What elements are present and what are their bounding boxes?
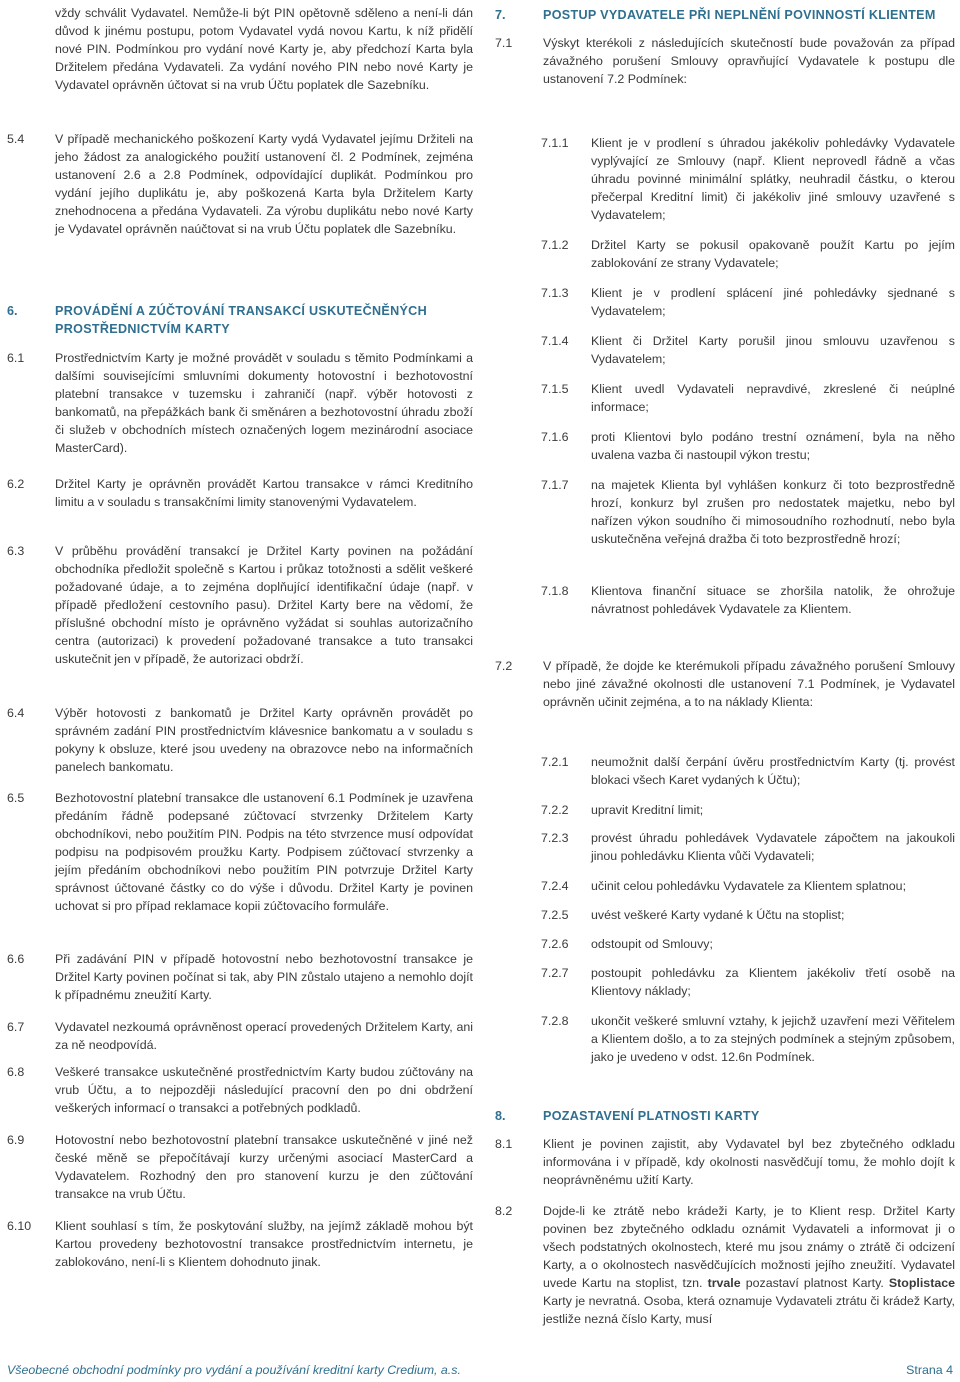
heading-6: [7, 302, 473, 338]
section-text: V průběhu provádění transakcí je Držitel Karty povinen na požádání obchodníka předložit společně s Kartou i průkaz totožnosti a sdělit veškeré požadované údaje, a to zejména doplňující identifikační údaje (např. v případě předložení cestovního pasu). Držitel Karty bere na vědomí, že příslušné obchodní místo je oprávněno vyžádat si souhlas autorizačního centra (autorizaci) k provedení požadované transakce a tuto transakci uskutečnit jen v případě, že autorizaci obdrží.: [55, 544, 473, 666]
section-6-7: [7, 1018, 473, 1054]
section-text: V případě, že dojde ke kterémukoli případu závažného porušení Smlouvy nebo jiné závažné okolnosti dle ustanovení 7.1 Podmínek, je Vydavatel oprávněn učinit zejména, a to na náklady Klienta:: [543, 659, 955, 709]
section-6-3: [7, 542, 473, 668]
section-text: Klient či Držitel Karty porušil jinou smlouvu uzavřenou s Vydavatelem;: [591, 334, 955, 366]
section-number: 7.2.2: [541, 803, 569, 817]
footer-document-title: Všeobecné obchodní podmínky pro vydání a používání kreditní karty Credium, a.s.: [7, 1363, 461, 1377]
intro-text: vždy schválit Vydavatel. Nemůže-li být PIN opětovně sděleno a není-li dán důvod k jinému postupu, potom Vydavatel vydá novou Kartu, k níž přidělí nové PIN. Podmínkou pro vydání nové Karty je, aby předchozí Karta byla Držitelem předána Vydavateli. Za vydání nového PIN nebo nové Karty je Vydavatel oprávněn účtovat si na vrub Účtu poplatek dle Sazebníku.: [55, 6, 473, 92]
section-text: Klient uvedl Vydavateli nepravdivé, zkreslené či neúplné informace;: [591, 382, 955, 414]
section-text: na majetek Klienta byl vyhlášen konkurz či toto bezprostředně hrozí, konkurz byl zrušen pro nedostatek majetku, nebo byl nařízen výkon soudního či mimosoudního rozhodnutí, nebo byla uskutečněna veřejná dražba či toto bezprostředně hrozí;: [591, 478, 955, 546]
heading-text: PROVÁDĚNÍ A ZÚČTOVÁNÍ TRANSAKCÍ USKUTEČNĚNÝCH PROSTŘEDNICTVÍM KARTY: [55, 304, 427, 336]
section-number: 6.5: [7, 791, 25, 805]
section-text: V případě mechanického poškození Karty vydá Vydavatel jejímu Držiteli na jeho žádost za analogického použití ustanovení čl. 2 Podmínek, zejména ustanovení 2.6 a 2.8 Podmínek, odpovídající duplikát. Podmínkou pro vydání jejího duplikátu je, aby poškozená Karta byla Držitelem Karty znehodnocena a předána Vydavateli. Za výrobu duplikátu nebo nové Karty je Vydavatel oprávněn naúčtovat si na vrub Účtu poplatek dle Sazebníku.: [55, 132, 473, 236]
section-text: neumožnit další čerpání úvěru prostřednictvím Karty (tj. provést blokaci všech Karet vydaných k Účtu);: [591, 755, 955, 787]
section-7-2: [495, 657, 955, 711]
section-7-2-3: [495, 829, 955, 865]
section-text: Prostřednictvím Karty je možné provádět v souladu s těmito Podmínkami a dalšími souvisejícími smluvními dokumenty hotovostní i bezhotovostní platební transakce v tuzemsku i zahraničí (např. výběr hotovosti z bankomatů, na přepážkách bank či směnáren a bezhotovostní úhradu zboží či služeb v obchodních místech označených logem mezinárodní asociace MasterCard).: [55, 351, 473, 455]
section-text: Výskyt kterékoli z následujících skutečností bude považován za případ závažného porušení Smlouvy opravňující Vydavatele k postupu dle ustanovení 7.2 Podmínek:: [543, 36, 955, 86]
section-7-1-8: [495, 582, 955, 618]
section-text: Bezhotovostní platební transakce dle ustanovení 6.1 Podmínek je uzavřena předáním řádně podepsané zúčtovací stvrzenky Držitelem Karty obchodníkovi, nebo použitím PIN. Podpis na této stvrzence musí odpovídat podpisu na podpisovém proužku Karty. Podpisem zúčtovací stvrzenky a jejím předáním obchodníkovi nebo použitím PIN potvrzuje Držitel Karty správnost účtované částky co do výše i důvodu. Držitel Karty je povinen uchovat si pro případ reklamace kopii zúčtovacího formuláře.: [55, 791, 473, 913]
section-7-2-8: [495, 1012, 955, 1066]
section-number: 6.9: [7, 1133, 25, 1147]
section-6-6: [7, 950, 473, 1004]
section-number: 6.2: [7, 477, 25, 491]
section-number: 7.1.3: [541, 286, 569, 300]
section-8-2: [495, 1202, 955, 1328]
section-number: 7.2.5: [541, 908, 569, 922]
section-number: 6.3: [7, 544, 25, 558]
section-text: uvést veškeré Karty vydané k Účtu na stoplist;: [591, 908, 845, 922]
section-number: 6.10: [7, 1219, 32, 1233]
section-number: 7.1.6: [541, 430, 569, 444]
text-part: Karty je nevratná. Osoba, která oznamuje Vydavateli ztrátu či krádež Karty, jestliže nezná číslo Karty, musí: [543, 1294, 955, 1326]
section-number: 6.1: [7, 351, 25, 365]
section-number: 7.1.8: [541, 584, 569, 598]
section-text: Při zadávání PIN v případě hotovostní nebo bezhotovostní transakce je Držitel Karty povinen počínat si tak, aby PIN zůstalo utajeno a nemohlo dojít k případnému zneužití Karty.: [55, 952, 473, 1002]
section-6-8: [7, 1063, 473, 1117]
heading-text: POZASTAVENÍ PLATNOSTI KARTY: [543, 1109, 760, 1123]
section-5-4: [7, 130, 473, 238]
section-text: Klient souhlasí s tím, že poskytování služby, na jejímž základě mohou být Kartou provedeny bezhotovostní transakce prostřednictvím internetu, je zablokováno, není-li s Klientem dohodnuto jinak.: [55, 1219, 473, 1269]
section-text: učinit celou pohledávku Vydavatele za Klientem splatnou;: [591, 879, 907, 893]
section-number: 7.2.4: [541, 879, 569, 893]
section-number: 7.1.2: [541, 238, 569, 252]
section-text: [543, 1202, 955, 1328]
section-number: 7.1.7: [541, 478, 569, 492]
section-7-2-4: [495, 877, 955, 895]
section-text: Klient je v prodlení s úhradou jakékoliv pohledávky Vydavatele vyplývající ze Smlouvy (např. Klient neprovedl řádně a včas úhradu povinné minimální splátky, neuhradil částku, o kterou přečerpal Kreditní limit) či jakékoliv jiné smlouvy uzavřené s Vydavatelem;: [591, 136, 955, 222]
section-text: postoupit pohledávku za Klientem jakékoliv třetí osobě na Klientovy náklady;: [591, 966, 955, 998]
bold-term: trvale: [707, 1276, 741, 1290]
text-part: Dojde-li ke ztrátě nebo krádeži Karty, je to Klient resp. Držitel Karty povinen bez zbytečného odkladu oznámit Vydavateli a informovat ji o všech podstatných okolnostech, které mu jsou známy o ztrátě či odcizení Karty, a o okolnostech nasvědčujících možnosti jejího zneužití. Vydavatel uvede Kartu na stoplist, tzn.: [543, 1204, 955, 1290]
section-number: 7.2.6: [541, 937, 569, 951]
section-text: Výběr hotovosti z bankomatů je Držitel Karty oprávněn provádět po správném zadání PIN prostřednictvím klávesnice bankomatu a v souladu s pokyny k obsluze, které jsou uvedeny na obrazovce nebo na informačních panelech bankomatu.: [55, 706, 473, 774]
section-number: 7.1.5: [541, 382, 569, 396]
section-6-4: [7, 704, 473, 776]
section-text: Držitel Karty je oprávněn provádět Kartou transakce v rámci Kreditního limitu a v souladu s transakčními limity stanovenými Vydavatelem.: [55, 477, 473, 509]
section-text: Veškeré transakce uskutečněné prostřednictvím Karty budou zúčtovány na vrub Účtu, a to nejpozději následující pracovní den po dni obdržení veškerých informací o transakci a potřebných podkladů.: [55, 1065, 473, 1115]
section-text: Hotovostní nebo bezhotovostní platební transakce uskutečněné v jiné než české měně se přepočítávají kurzy určenými asociací MasterCard a Vydavatelem. Rozhodný den pro stanovení kurzu je den zúčtování transakce na vrub Účtu.: [55, 1133, 473, 1201]
section-6-10: [7, 1217, 473, 1271]
section-7-2-6: [495, 935, 955, 953]
section-number: 6.7: [7, 1020, 25, 1034]
section-7-2-7: [495, 964, 955, 1000]
section-number: 7.1: [495, 36, 513, 50]
section-8-1: [495, 1135, 955, 1189]
section-number: 8.2: [495, 1204, 513, 1218]
section-text: Držitel Karty se pokusil opakovaně použít Kartu po jejím zablokování ze strany Vydavatele;: [591, 238, 955, 270]
section-number: 7.2.7: [541, 966, 569, 980]
section-number: 7.2: [495, 659, 513, 673]
section-text: upravit Kreditní limit;: [591, 803, 704, 817]
section-text: provést úhradu pohledávek Vydavatele zápočtem na jakoukoli jinou pohledávku Klienta vůči Vydavateli;: [591, 831, 955, 863]
section-7-1-4: [495, 332, 955, 368]
section-6-2: [7, 475, 473, 511]
section-text: ukončit veškeré smluvní vztahy, k jejichž uzavření mezi Věřitelem a Klientem došlo, a to za stejných podmínek a stejným způsobem, jako je uvedeno v odst. 12.6n Podmínek.: [591, 1014, 955, 1064]
section-number: 6.4: [7, 706, 25, 720]
section-text: Klient je povinen zajistit, aby Vydavatel byl bez zbytečného odkladu informována i v případě, kdy okolnosti nasvědčují tomu, že mohlo dojít k neoprávněnému užití Karty.: [543, 1137, 955, 1187]
section-number: 8.1: [495, 1137, 513, 1151]
heading-text: POSTUP VYDAVATELE PŘI NEPLNĚNÍ POVINNOSTÍ KLIENTEM: [543, 8, 936, 22]
section-7-2-2: [495, 801, 955, 819]
section-7-1-1: [495, 134, 955, 224]
section-7-1: [495, 34, 955, 88]
heading-8: [495, 1107, 955, 1125]
text-part: pozastaví platnost Karty.: [740, 1276, 889, 1290]
section-7-2-1: [495, 753, 955, 789]
section-number: 7.1.4: [541, 334, 569, 348]
section-7-1-7: [495, 476, 955, 548]
section-text: Klientova finanční situace se zhoršila natolik, že ohrožuje návratnost pohledávek Vydavatele za Klientem.: [591, 584, 955, 616]
section-text: proti Klientovi bylo podáno trestní oznámení, byla na něho uvalena vazba či nastoupil výkon trestu;: [591, 430, 955, 462]
section-text: Vydavatel nezkoumá oprávněnost operací provedených Držitelem Karty, ani za ně neodpovídá.: [55, 1020, 473, 1052]
heading-number: 8.: [495, 1109, 506, 1123]
heading-7: [495, 6, 955, 24]
heading-number: 7.: [495, 8, 506, 22]
section-7-1-2: [495, 236, 955, 272]
section-6-5: [7, 789, 473, 915]
section-number: 7.2.8: [541, 1014, 569, 1028]
section-7-2-5: [495, 906, 955, 924]
section-6-9: [7, 1131, 473, 1203]
section-number: 7.1.1: [541, 136, 569, 150]
intro-paragraph: [7, 4, 473, 94]
section-7-1-5: [495, 380, 955, 416]
section-text: Klient je v prodlení splácení jiné pohledávky sjednané s Vydavatelem;: [591, 286, 955, 318]
heading-number: 6.: [7, 304, 18, 318]
footer-page-number: Strana 4: [906, 1363, 953, 1377]
section-text: odstoupit od Smlouvy;: [591, 937, 713, 951]
section-number: 6.8: [7, 1065, 25, 1079]
section-7-1-6: [495, 428, 955, 464]
section-6-1: [7, 349, 473, 457]
section-number: 7.2.1: [541, 755, 569, 769]
section-number: 5.4: [7, 132, 25, 146]
section-number: 7.2.3: [541, 831, 569, 845]
section-7-1-3: [495, 284, 955, 320]
bold-term: Stoplistace: [888, 1276, 955, 1290]
section-number: 6.6: [7, 952, 25, 966]
